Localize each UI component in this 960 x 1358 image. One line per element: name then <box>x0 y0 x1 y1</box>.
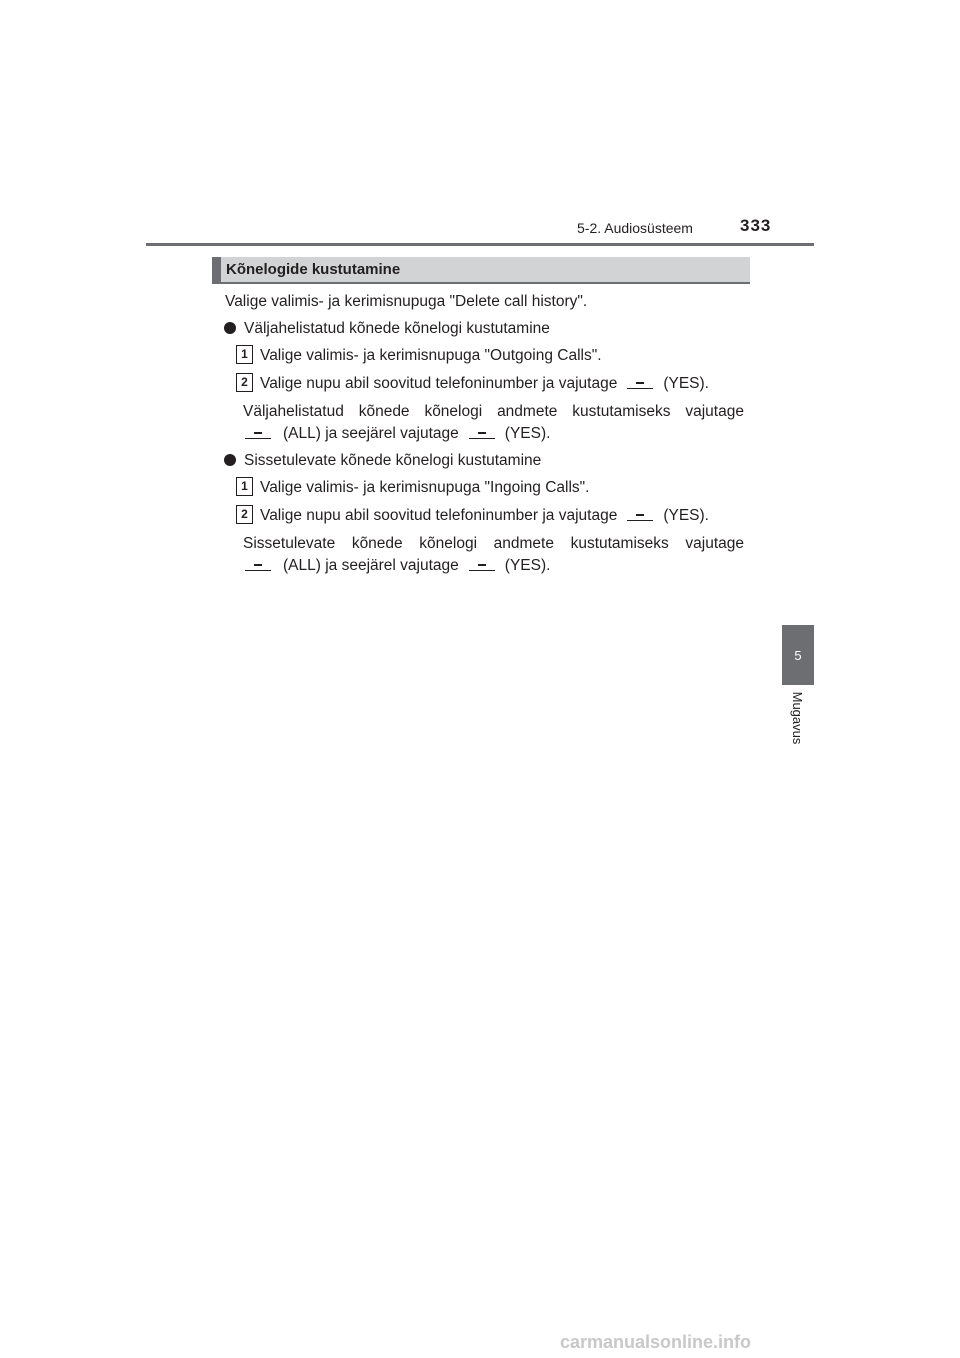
chapter-number: 5 <box>794 647 802 663</box>
section-heading-text: Kõnelogide kustutamine <box>226 261 401 278</box>
incoming-step-1: Valige valimis- ja kerimisnupuga "Ingoing Calls". <box>260 479 590 496</box>
watermark: carmanualsonline.info <box>560 1332 752 1352</box>
outgoing-step-2-end: (YES). <box>663 375 709 392</box>
bullet-outgoing-text: Väljahelistatud kõnede kõnelogi kustutamine <box>244 320 550 337</box>
page-number: 333 <box>740 216 772 235</box>
all-button-icon <box>245 427 271 439</box>
yes-button-icon <box>469 427 495 439</box>
outgoing-step-1: Valige valimis- ja kerimisnupuga "Outgoing Calls". <box>260 347 602 364</box>
outgoing-step-2 <box>260 374 709 394</box>
bullet-incoming-text: Sissetulevate kõnede kõnelogi kustutamine <box>244 452 542 469</box>
chapter-label: Mugavus <box>790 691 805 745</box>
incoming-note-line-1: Sissetulevate kõnede kõnelogi andmete kustutamiseks vajutage <box>243 535 744 552</box>
outgoing-step-2-text: Valige nupu abil soovitud telefoninumber ja vajutage <box>260 375 618 392</box>
running-header-section: 5-2. Audiosüsteem <box>577 220 693 236</box>
outgoing-note-line-1: Väljahelistatud kõnede kõnelogi andmete kustutamiseks vajutage <box>243 403 744 420</box>
outgoing-note-line-2 <box>243 424 550 444</box>
outgoing-note-all: (ALL) ja seejärel vajutage <box>283 425 459 442</box>
yes-button-icon <box>469 559 495 571</box>
bullet-icon <box>224 454 236 466</box>
bullet-icon <box>224 322 236 334</box>
incoming-note-all: (ALL) ja seejärel vajutage <box>283 557 459 574</box>
incoming-note-line-2 <box>243 556 550 576</box>
incoming-note-end: (YES). <box>504 557 551 574</box>
header-divider <box>146 243 814 246</box>
step-badge-1: 1 <box>236 477 253 496</box>
yes-button-icon <box>627 509 653 521</box>
bullet-incoming <box>224 451 541 471</box>
step-badge-2: 2 <box>236 505 253 524</box>
incoming-step-2-text: Valige nupu abil soovitud telefoninumber ja vajutage <box>260 507 618 524</box>
all-button-icon <box>245 559 271 571</box>
bullet-outgoing <box>224 319 550 339</box>
incoming-step-2-end: (YES). <box>663 507 709 524</box>
incoming-step-2 <box>260 506 709 526</box>
outgoing-note-end: (YES). <box>504 425 551 442</box>
section-heading <box>212 257 750 284</box>
step-badge-1: 1 <box>236 345 253 364</box>
step-badge-2: 2 <box>236 373 253 392</box>
intro-text: Valige valimis- ja kerimisnupuga "Delete call history". <box>225 293 588 310</box>
yes-button-icon <box>627 377 653 389</box>
